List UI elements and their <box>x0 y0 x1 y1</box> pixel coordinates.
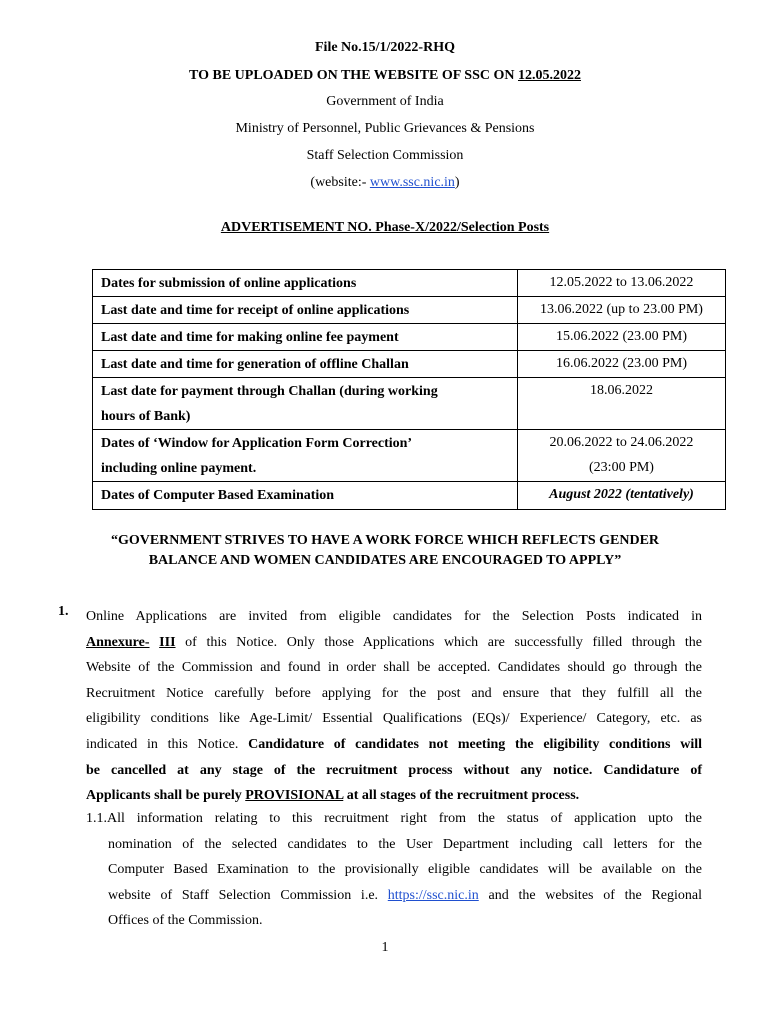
section-1-paragraph <box>86 604 702 809</box>
schedule-label <box>93 430 518 482</box>
schedule-label-line: Dates of ‘Window for Application Form Correction’ <box>101 436 413 451</box>
schedule-label <box>93 378 518 430</box>
table-row <box>93 351 726 378</box>
para-bold-text: at all stages of the recruitment process. <box>343 788 580 804</box>
schedule-value: 12.05.2022 to 13.06.2022 <box>518 270 726 297</box>
government-line: Government of India <box>326 94 444 109</box>
slogan-line: BALANCE AND WOMEN CANDIDATES ARE ENCOURAGED TO APPLY” <box>148 553 622 568</box>
schedule-table <box>92 269 726 510</box>
para-line: Online Applications are invited from eligible candidates for the Selection Posts indicated in <box>86 609 702 624</box>
para-bold-text: Candidature of candidates not meeting the eligibility conditions will <box>248 736 702 752</box>
schedule-label: Dates for submission of online applications <box>93 270 518 297</box>
schedule-label-line: Last date for payment through Challan (during working <box>101 384 438 399</box>
schedule-value <box>518 430 726 482</box>
table-row <box>93 482 726 510</box>
para-line <box>86 630 702 656</box>
schedule-label: Last date and time for generation of offline Challan <box>93 351 518 378</box>
schedule-value: 16.06.2022 (23.00 PM) <box>518 351 726 378</box>
para-text: and the websites of the Regional <box>478 887 702 903</box>
schedule-value: 18.06.2022 <box>518 378 726 430</box>
para-line: Offices of the Commission. <box>108 913 263 928</box>
provisional-emphasis: PROVISIONAL <box>245 788 344 804</box>
para-line: Website of the Commission and found in order shall be accepted. Candidates should go through the <box>86 660 702 676</box>
section-1-1-paragraph <box>86 806 702 934</box>
para-line <box>86 732 702 758</box>
table-row <box>93 270 726 297</box>
gender-balance-slogan <box>60 531 710 571</box>
advertisement-title: ADVERTISEMENT NO. Phase-X/2022/Selection Posts <box>220 220 550 235</box>
para-text: of this Notice. Only those Applications which are successfully filled through the <box>175 634 703 650</box>
schedule-label-line: hours of Bank) <box>101 409 191 424</box>
schedule-label: Last date and time for receipt of online applications <box>93 297 518 324</box>
schedule-label: Dates of Computer Based Examination <box>93 482 518 510</box>
para-line <box>86 783 702 809</box>
file-number: File No.15/1/2022-RHQ <box>315 40 455 55</box>
para-line: 1.1.All information relating to this recruitment right from the status of application upto the <box>86 811 702 826</box>
website-suffix: ) <box>454 175 460 190</box>
annexure-label: Annexure- <box>86 634 150 650</box>
schedule-value-line: (23:00 PM) <box>589 460 654 475</box>
para-line: Recruitment Notice carefully before applying for the post and ensure that they fulfill all the <box>86 685 702 701</box>
schedule-value-line: 20.06.2022 to 24.06.2022 <box>549 435 694 450</box>
para-text: indicated in this Notice. <box>86 736 249 752</box>
schedule-label-line: including online payment. <box>101 461 257 476</box>
ssc-website-link[interactable]: https://ssc.nic.in <box>387 887 479 903</box>
schedule-label: Last date and time for making online fee payment <box>93 324 518 351</box>
para-line: eligibility conditions like Age-Limit/ Essential Qualifications (EQs)/ Experience/ Category, etc. as <box>86 711 702 727</box>
section-number: 1. <box>58 604 69 619</box>
table-row <box>93 430 726 482</box>
table-row <box>93 297 726 324</box>
annexure-number: III <box>159 634 176 650</box>
schedule-value: 13.06.2022 (up to 23.00 PM) <box>518 297 726 324</box>
table-row <box>93 378 726 430</box>
para-text: website of Staff Selection Commission i.e. <box>108 887 388 903</box>
website-link[interactable]: www.ssc.nic.in <box>369 175 455 190</box>
para-line <box>86 883 702 909</box>
upload-date: 12.05.2022 <box>517 68 581 83</box>
para-line: Computer Based Examination to the provisionally eligible candidates will be available on the <box>108 862 702 877</box>
page-number: 1 <box>381 940 389 955</box>
table-row <box>93 324 726 351</box>
ministry-line: Ministry of Personnel, Public Grievances & Pensions <box>235 121 535 136</box>
para-line: nomination of the selected candidates to the User Department including call letters for the <box>108 836 702 852</box>
slogan-line: “GOVERNMENT STRIVES TO HAVE A WORK FORCE WHICH REFLECTS GENDER <box>110 533 660 548</box>
upload-notice <box>0 68 770 84</box>
para-bold-text: Applicants shall be purely <box>86 788 246 804</box>
website-prefix: (website:- <box>310 175 370 190</box>
upload-notice-text: TO BE UPLOADED ON THE WEBSITE OF SSC ON <box>189 68 518 83</box>
commission-line: Staff Selection Commission <box>306 148 464 163</box>
schedule-value: August 2022 (tentatively) <box>518 482 726 510</box>
website-line <box>0 175 770 191</box>
para-line: be cancelled at any stage of the recruitment process without any notice. Candidature of <box>86 762 702 778</box>
schedule-value: 15.06.2022 (23.00 PM) <box>518 324 726 351</box>
